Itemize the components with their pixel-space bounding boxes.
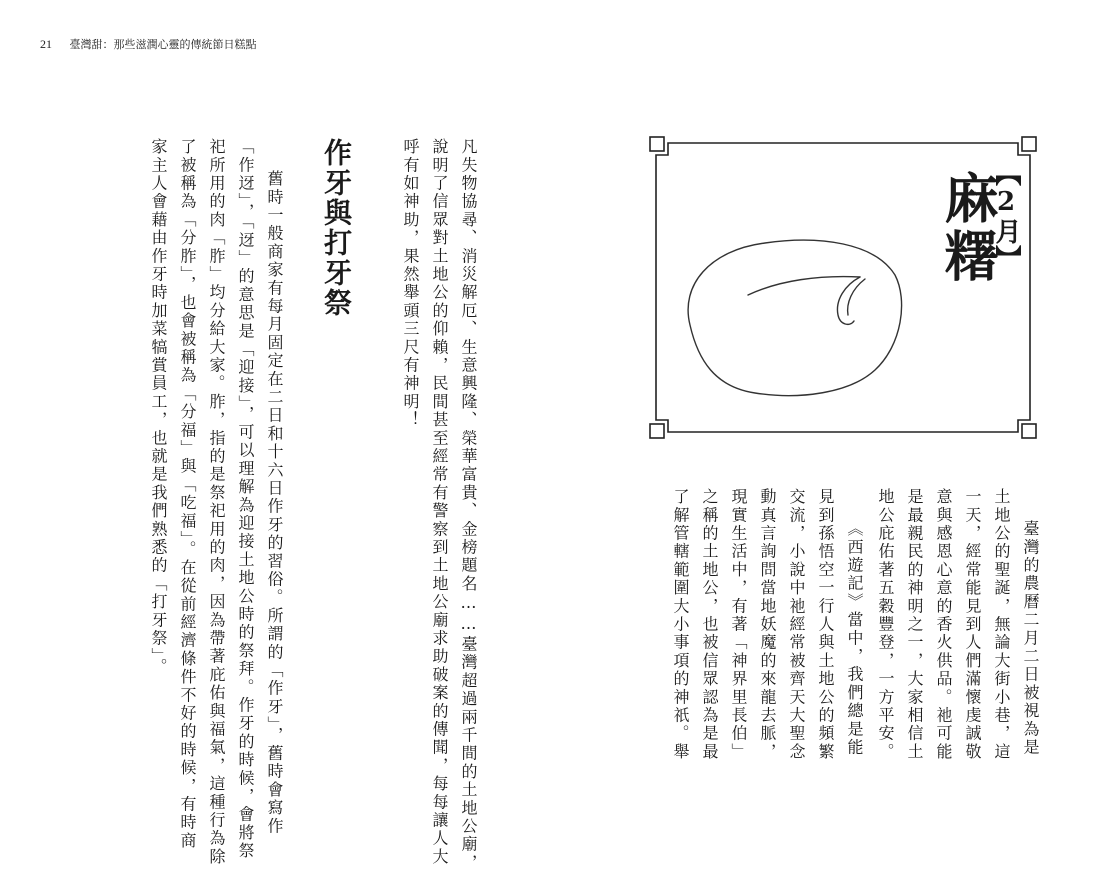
running-title: 臺灣甜：那些滋潤心靈的傳統節日糕點 [69,38,257,51]
section-column-1: 舊時一般商家有每月固定在二日和十六日作牙的習俗。所謂的「作牙」，舊時會寫作 [265,170,284,836]
intro-column-13: 了解管轄範圍大小事項的神祇。舉 [671,488,690,761]
intro-column-4: 意與感恩心意的香火供品。祂可能 [934,488,953,761]
continued-column-1: 凡失物協尋、消災解厄、生意興隆、榮華富貴、金榜題名……臺灣超過兩千間的土地公廟， [459,138,478,872]
intro-column-1: 臺灣的農曆二月二日被視為是 [1021,520,1040,757]
intro-column-8: 見到孫悟空一行人與土地公的頻繁 [816,488,835,761]
section-column-3: 祀所用的肉「胙」均分給大家。胙，指的是祭祀用的肉，因為帶著庇佑與福氣，這種行為除 [207,138,226,866]
intro-column-7: 《西遊記》當中，我們總是能 [845,520,864,757]
intro-column-3: 一天，經常能見到人們滿懷虔誠敬 [963,488,982,761]
intro-column-6: 地公庇佑著五穀豐登，一方平安。 [876,488,895,761]
mochi-illustration [670,215,910,415]
running-header [40,36,257,52]
dish-title: 麻糬 [936,170,1000,286]
continued-column-2: 說明了信眾對土地公的仰賴，民間甚至經常有警察到土地公廟求助破案的傳聞，每每讓人大 [430,138,449,866]
intro-column-9: 交流，小說中祂經常被齊天大聖念 [787,488,806,761]
page-number: 21 [40,37,52,51]
section-title: 作牙與打牙祭 [320,138,353,318]
section-column-2: 「作迓」，「迓」的意思是「迎接」，可以理解為迎接土地公時的祭拜。作牙的時候，會將祭 [236,138,255,861]
section-column-4: 了被稱為「分胙」，也會被稱為「分福」與「吃福」。在從前經濟條件不好的時候，有時商 [178,138,197,850]
intro-column-12: 之稱的土地公，也被信眾認為是最 [700,488,719,761]
intro-column-11: 現實生活中，有著「神界里長伯」 [729,488,748,761]
month-label: 【2月】 [991,160,1021,272]
section-column-5: 家主人會藉由作牙時加菜犒賞員工，也就是我們熟悉的「打牙祭」。 [149,138,168,676]
intro-column-2: 土地公的聖誕，無論大街小巷，這 [992,488,1011,761]
intro-column-10: 動真言詢問當地妖魔的來龍去脈， [758,488,777,761]
intro-column-5: 是最親民的神明之一，大家相信土 [905,488,924,761]
continued-column-3: 呼有如神助，果然舉頭三尺有神明！ [401,138,420,430]
